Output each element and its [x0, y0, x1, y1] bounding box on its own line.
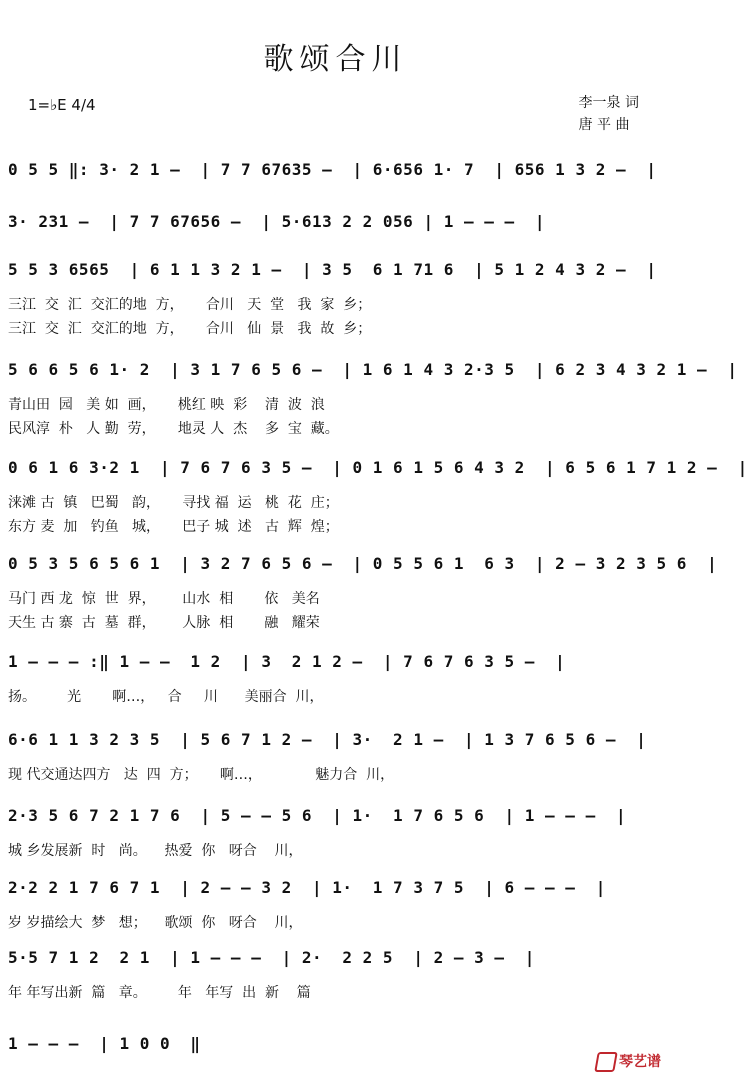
music-row: 5 6 6 5 6 1· 2 | 3 1 7 6 5 6 – | 1 6 1 4 3 2·3 5 | 6 2 3 4 3 2 1 – |	[8, 360, 738, 379]
key-signature: 1=♭E 4/4	[28, 96, 96, 114]
music-row: 6·6 1 1 3 2 3 5 | 5 6 7 1 2 – | 3· 2 1 – | 1 3 7 6 5 6 – |	[8, 730, 647, 749]
lyricist-credit: 李一泉 词	[578, 95, 639, 111]
lyric-row: 东方 麦 加 钓鱼 城， 巴子 城 述 古 辉 煌；	[8, 519, 339, 535]
logo-text: 琴艺谱	[619, 1054, 661, 1070]
music-row: 2·2 2 1 7 6 7 1 | 2 – – 3 2 | 1· 1 7 3 7 5 | 6 – – – |	[8, 878, 606, 897]
lyric-row: 三江 交 汇 交汇的地 方， 合川 天 堂 我 家 乡；	[8, 297, 372, 313]
music-row: 0 6 1 6 3·2 1 | 7 6 7 6 3 5 – | 0 1 6 1 5 6 4 3 2 | 6 5 6 1 7 1 2 – |	[8, 458, 748, 477]
music-row: 0 5 3 5 6 5 6 1 | 3 2 7 6 5 6 – | 0 5 5 6 1 6 3 | 2 – 3 2 3 5 6 |	[8, 554, 718, 573]
lyric-row: 现 代交通达四方 达 四 方； 啊…， 魅力合 川，	[8, 767, 395, 783]
lyric-row: 天生 古 寨 古 墓 群， 人脉 相 融 耀荣	[8, 615, 320, 631]
music-row: 5 5 3 6565 | 6 1 1 3 2 1 – | 3 5 6 1 71 6 | 5 1 2 4 3 2 – |	[8, 260, 657, 279]
song-title: 歌颂合川	[263, 42, 408, 77]
composer-credit: 唐 平 曲	[578, 117, 630, 133]
music-row: 3· 231 – | 7 7 67656 – | 5·613 2 2 056 | 1 – – – |	[8, 212, 546, 231]
logo	[596, 1051, 661, 1072]
lyric-row: 岁 岁描绘大 梦 想； 歌颂 你 呀合 川，	[8, 915, 303, 931]
music-row: 1 – – – | 1 0 0 ‖	[8, 1034, 201, 1053]
lyric-row: 青山田 园 美 如 画， 桃红 映 彩 清 波 浪	[8, 397, 325, 413]
music-row: 2·3 5 6 7 2 1 7 6 | 5 – – 5 6 | 1· 1 7 6 5 6 | 1 – – – |	[8, 806, 627, 825]
logo-icon	[594, 1052, 618, 1072]
lyric-row: 年 年写出新 篇 章。 年 年写 出 新 篇	[8, 985, 311, 1001]
music-row: 0 5 5 ‖: 3· 2 1 – | 7 7 67635 – | 6·656 1· 7 | 656 1 3 2 – |	[8, 160, 657, 179]
credits	[579, 92, 639, 136]
music-row: 1 – – – :‖ 1 – – 1 2 | 3 2 1 2 – | 7 6 7 6 3 5 – |	[8, 652, 566, 671]
lyric-row: 城 乡发展新 时 尚。 热爱 你 呀合 川，	[8, 843, 303, 859]
lyric-row: 扬。 光 啊…， 合 川 美丽合 川，	[8, 689, 324, 705]
lyric-row: 三江 交 汇 交汇的地 方， 合川 仙 景 我 故 乡；	[8, 321, 372, 337]
lyric-row: 涞滩 古 镇 巴蜀 韵， 寻找 福 运 桃 花 庄；	[8, 495, 339, 511]
music-row: 5·5 7 1 2 2 1 | 1 – – – | 2· 2 2 5 | 2 – 3 – |	[8, 948, 535, 967]
lyric-row: 马门 西 龙 惊 世 界， 山水 相 依 美名	[8, 591, 320, 607]
lyric-row: 民风淳 朴 人 勤 劳， 地灵 人 杰 多 宝 藏。	[8, 421, 339, 437]
